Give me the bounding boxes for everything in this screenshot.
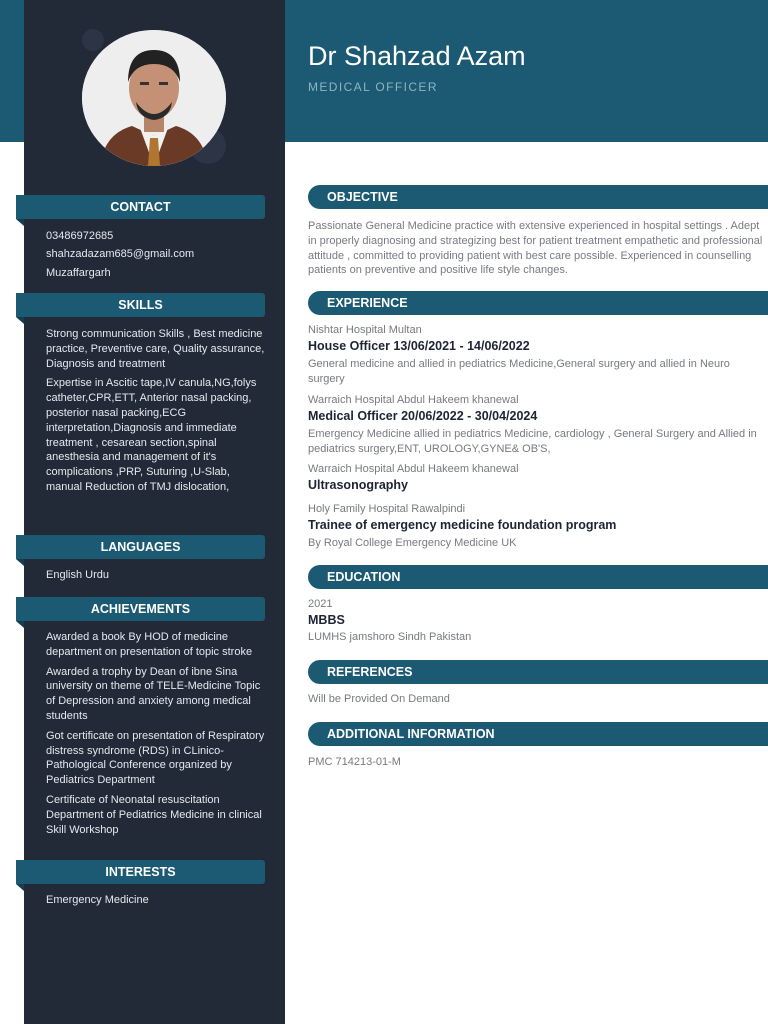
achievements-list	[46, 630, 268, 842]
person-portrait-icon	[82, 30, 226, 166]
contact-location: Muzaffargarh	[46, 266, 111, 279]
education-degree: MBBS	[308, 613, 345, 627]
experience-desc: Emergency Medicine allied in pediatrics Medicine, cardiology , General Surgery and Allied in pediatrics surgery,ENT, UROLOGY,GYNE& OB'S,	[308, 428, 757, 455]
experience-place: Warraich Hospital Abdul Hakeem khanewal	[308, 463, 519, 475]
objective-text: Passionate General Medicine practice with extensive experienced in hospital settings . Adept in properly diagnosing and strategizing best for patient treatment empathetic and professional attitude , committed to providing patient with best care possible. Experienced in counselling patients on preventive and positive life style changes.	[308, 220, 763, 277]
additional-text: PMC 714213-01-M	[308, 756, 401, 768]
section-heading-education: EDUCATION	[308, 565, 768, 589]
experience-place: Nishtar Hospital Multan	[308, 324, 422, 336]
education-school: LUMHS jamshoro Sindh Pakistan	[308, 631, 472, 643]
experience-role: Trainee of emergency medicine foundation program	[308, 518, 617, 532]
experience-role: Medical Officer 20/06/2022 - 30/04/2024	[308, 409, 538, 423]
candidate-name: Dr Shahzad Azam	[308, 41, 526, 71]
experience-role: Ultrasonography	[308, 478, 409, 492]
section-heading-interests: INTERESTS	[16, 860, 265, 884]
skill-item: Expertise in Ascitic tape,IV canula,NG,folys catheter,CPR,ETT, Anterior nasal packing, posterior nasal packing,ECG interpretation,Diagnosis and immediate treatment , cesarean section,spinal anesthesia and management of it's complications ,PRP, Suturing ,U-Slab, manual Reduction of TMJ dislocation,	[46, 377, 257, 493]
experience-desc: By Royal College Emergency Medicine UK	[308, 537, 517, 549]
section-heading-objective: OBJECTIVE	[308, 185, 768, 209]
job-title: MEDICAL OFFICER	[308, 80, 438, 94]
experience-place: Warraich Hospital Abdul Hakeem khanewal	[308, 394, 519, 406]
profile-photo	[82, 30, 226, 166]
contact-phone: 03486972685	[46, 230, 114, 242]
experience-desc: General medicine and allied in pediatrics Medicine,General surgery and allied in Neuro surgery	[308, 358, 730, 385]
section-heading-skills: SKILLS	[16, 293, 265, 317]
section-heading-additional: ADDITIONAL INFORMATION	[308, 722, 768, 746]
section-heading-languages: LANGUAGES	[16, 535, 265, 559]
references-text: Will be Provided On Demand	[308, 693, 450, 705]
skill-item: Strong communication Skills , Best medicine practice, Preventive care, Quality assurance, Diagnosis and treatment	[46, 328, 265, 370]
section-heading-achievements: ACHIEVEMENTS	[16, 597, 265, 621]
experience-role: House Officer 13/06/2021 - 14/06/2022	[308, 339, 530, 353]
section-heading-experience: EXPERIENCE	[308, 291, 768, 315]
education-year: 2021	[308, 598, 333, 610]
section-heading-contact: CONTACT	[16, 195, 265, 219]
achievement-item: Awarded a trophy by Dean of ibne Sina university on theme of TELE-Medicine Topic of Depression and anxiety among medical students	[46, 665, 261, 722]
interests-text: Emergency Medicine	[46, 894, 149, 906]
contact-list	[46, 229, 268, 284]
achievement-item: Certificate of Neonatal resuscitation Department of Pediatrics Medicine in clinical Skill Workshop	[46, 793, 262, 836]
experience-place: Holy Family Hospital Rawalpindi	[308, 503, 466, 515]
achievement-item: Got certificate on presentation of Respiratory distress syndrome (RDS) in CLinico-Pathological Conference organized by Pediatrics Department	[46, 729, 265, 787]
decor-dot	[82, 29, 104, 51]
skills-list	[46, 327, 268, 500]
contact-email: shahzadazam685@gmail.com	[46, 248, 195, 261]
section-heading-references: REFERENCES	[308, 660, 768, 684]
languages-text: English Urdu	[46, 569, 109, 581]
achievement-item: Awarded a book By HOD of medicine department on presentation of topic stroke	[46, 631, 253, 658]
